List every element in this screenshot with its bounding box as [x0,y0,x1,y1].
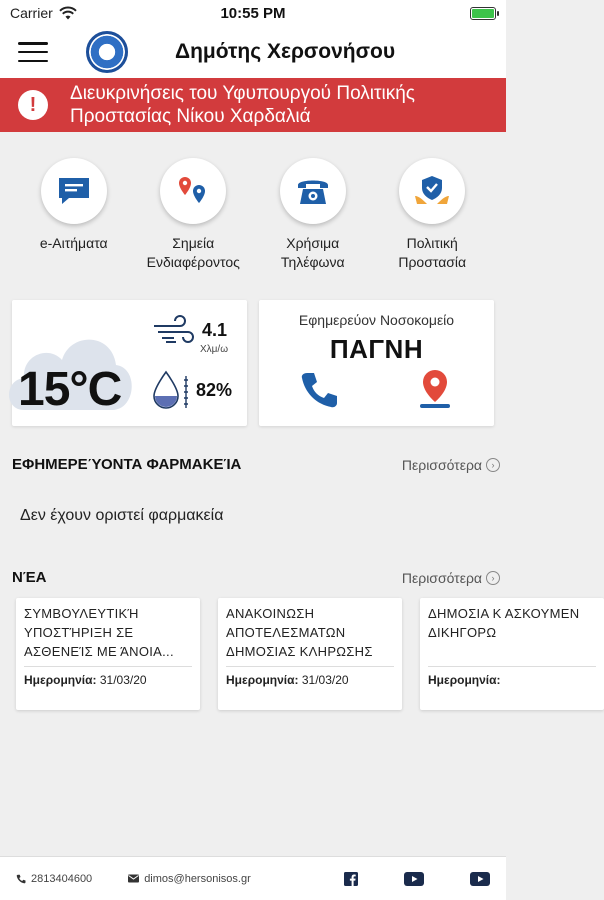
humidity-value: 82% [196,380,233,400]
news-card-title: ΔΗΜΟΣΙΑ Κ ΑΣΚΟΥΜΕΝ ΔΙΚΗΓΟΡΩ [428,606,580,640]
chevron-right-icon: › [486,458,500,472]
carrier-label: Carrier [10,5,53,21]
quick-action-e-requests[interactable] [19,158,129,300]
humidity-drop-icon [152,368,194,412]
quick-action-label: Πολιτική Προστασία [398,235,467,270]
quick-action-label: Σημεία Ενδιαφέροντος [146,235,240,270]
wind-unit: Χλμ/ω [200,344,229,355]
date-label: Ημερομηνία: [428,673,501,687]
pharmacies-section [0,456,506,525]
quick-action-circle [280,158,346,224]
more-label: Περισσότερα [401,569,482,586]
envelope-icon [128,874,139,883]
quick-action-label: Χρήσιμα Τηλέφωνα [280,235,345,270]
quick-action-label: e-Αιτήματα [39,235,108,251]
status-left [10,5,77,21]
wifi-icon [59,7,77,20]
chevron-right-icon: › [486,571,500,585]
news-card-date [226,673,394,687]
battery-icon [470,7,496,20]
wind-icon [152,314,196,348]
hospital-card[interactable] [259,300,494,426]
app-header [0,26,506,78]
wind-speed: 4.1 [202,320,228,340]
date-value: 31/03/20 [99,673,147,687]
news-carousel[interactable] [0,586,580,710]
quick-action-useful-phones[interactable] [258,158,368,300]
social-links [344,872,490,886]
info-cards [0,300,506,426]
status-bar [0,0,506,26]
quick-action-circle [41,158,107,224]
telephone-icon [295,175,331,207]
news-title: ΝΈΑ [12,569,47,586]
weather-card[interactable] [12,300,247,426]
footer-email[interactable] [128,873,251,885]
phone-icon[interactable] [299,370,339,410]
youtube-icon[interactable] [470,872,490,886]
page-title: Δημότης Χερσονήσου [175,40,396,63]
alert-icon: ! [18,90,48,120]
quick-actions [0,132,506,300]
menu-icon[interactable] [18,42,48,62]
location-pin-icon[interactable] [416,368,454,410]
municipality-logo [86,31,128,73]
status-time: 10:55 PM [220,4,286,22]
news-card-title: ΑΝΑΚΟΙΝΩΣΗ ΑΠΟΤΕΛΕΣΜΑΤΩΝ ΔΗΜΟΣΙΑΣ ΚΛΗΡΩΣΗΣ [226,606,373,659]
date-label: Ημερομηνία: [226,673,299,687]
youtube-icon[interactable] [404,872,424,886]
news-header [0,569,506,586]
alert-text: Διευκρινήσεις του Υφυπουργού Πολιτικής Προστασίας Νίκου Χαρδαλιά [70,83,415,127]
quick-action-points-of-interest[interactable] [138,158,248,300]
news-section [0,569,580,710]
pharmacies-more-link[interactable] [402,457,500,473]
pharmacies-empty-message: Δεν έχουν οριστεί φαρμακεία [20,507,224,524]
news-card-date [428,673,596,687]
hospital-name: ΠΑΓΝΗ [329,334,424,364]
news-card[interactable] [16,598,200,710]
quick-action-civil-protection[interactable] [377,158,487,300]
news-card[interactable] [420,598,604,710]
news-card-date [24,673,192,687]
facebook-icon[interactable] [344,872,358,886]
alert-banner[interactable] [0,78,506,132]
quick-action-circle [160,158,226,224]
date-label: Ημερομηνία: [24,673,97,687]
news-card[interactable] [218,598,402,710]
pharmacies-header [0,456,506,473]
divider [24,666,192,667]
footer-phone-number: 2813404600 [31,872,93,885]
news-card-title: ΣΥΜΒΟΥΛΕΥΤΙΚΉ ΥΠΟΣΤΉΡΙΞΗ ΣΕ ΑΣΘΕΝΕΊΣ ΜΕ ΆΝΟΙΑ... [24,606,174,659]
news-more-link[interactable] [402,570,500,586]
quick-action-circle [399,158,465,224]
footer [0,856,506,900]
divider [428,666,596,667]
divider [226,666,394,667]
pharmacies-title: ΕΦΗΜΕΡΕΎΟΝΤΑ ΦΑΡΜΑΚΕΊΑ [12,456,242,473]
footer-phone[interactable] [16,873,92,885]
temperature-value: 15°C [18,363,122,416]
phone-icon [16,874,26,884]
hospital-label: Εφημερεύον Νοσοκομείο [298,312,455,328]
chat-icon [57,176,91,206]
date-value: 31/03/20 [301,673,349,687]
shield-hands-icon [413,174,451,208]
more-label: Περισσότερα [401,456,482,473]
footer-email-address: dimos@hersonisos.gr [144,872,251,885]
map-pins-icon [175,175,211,207]
